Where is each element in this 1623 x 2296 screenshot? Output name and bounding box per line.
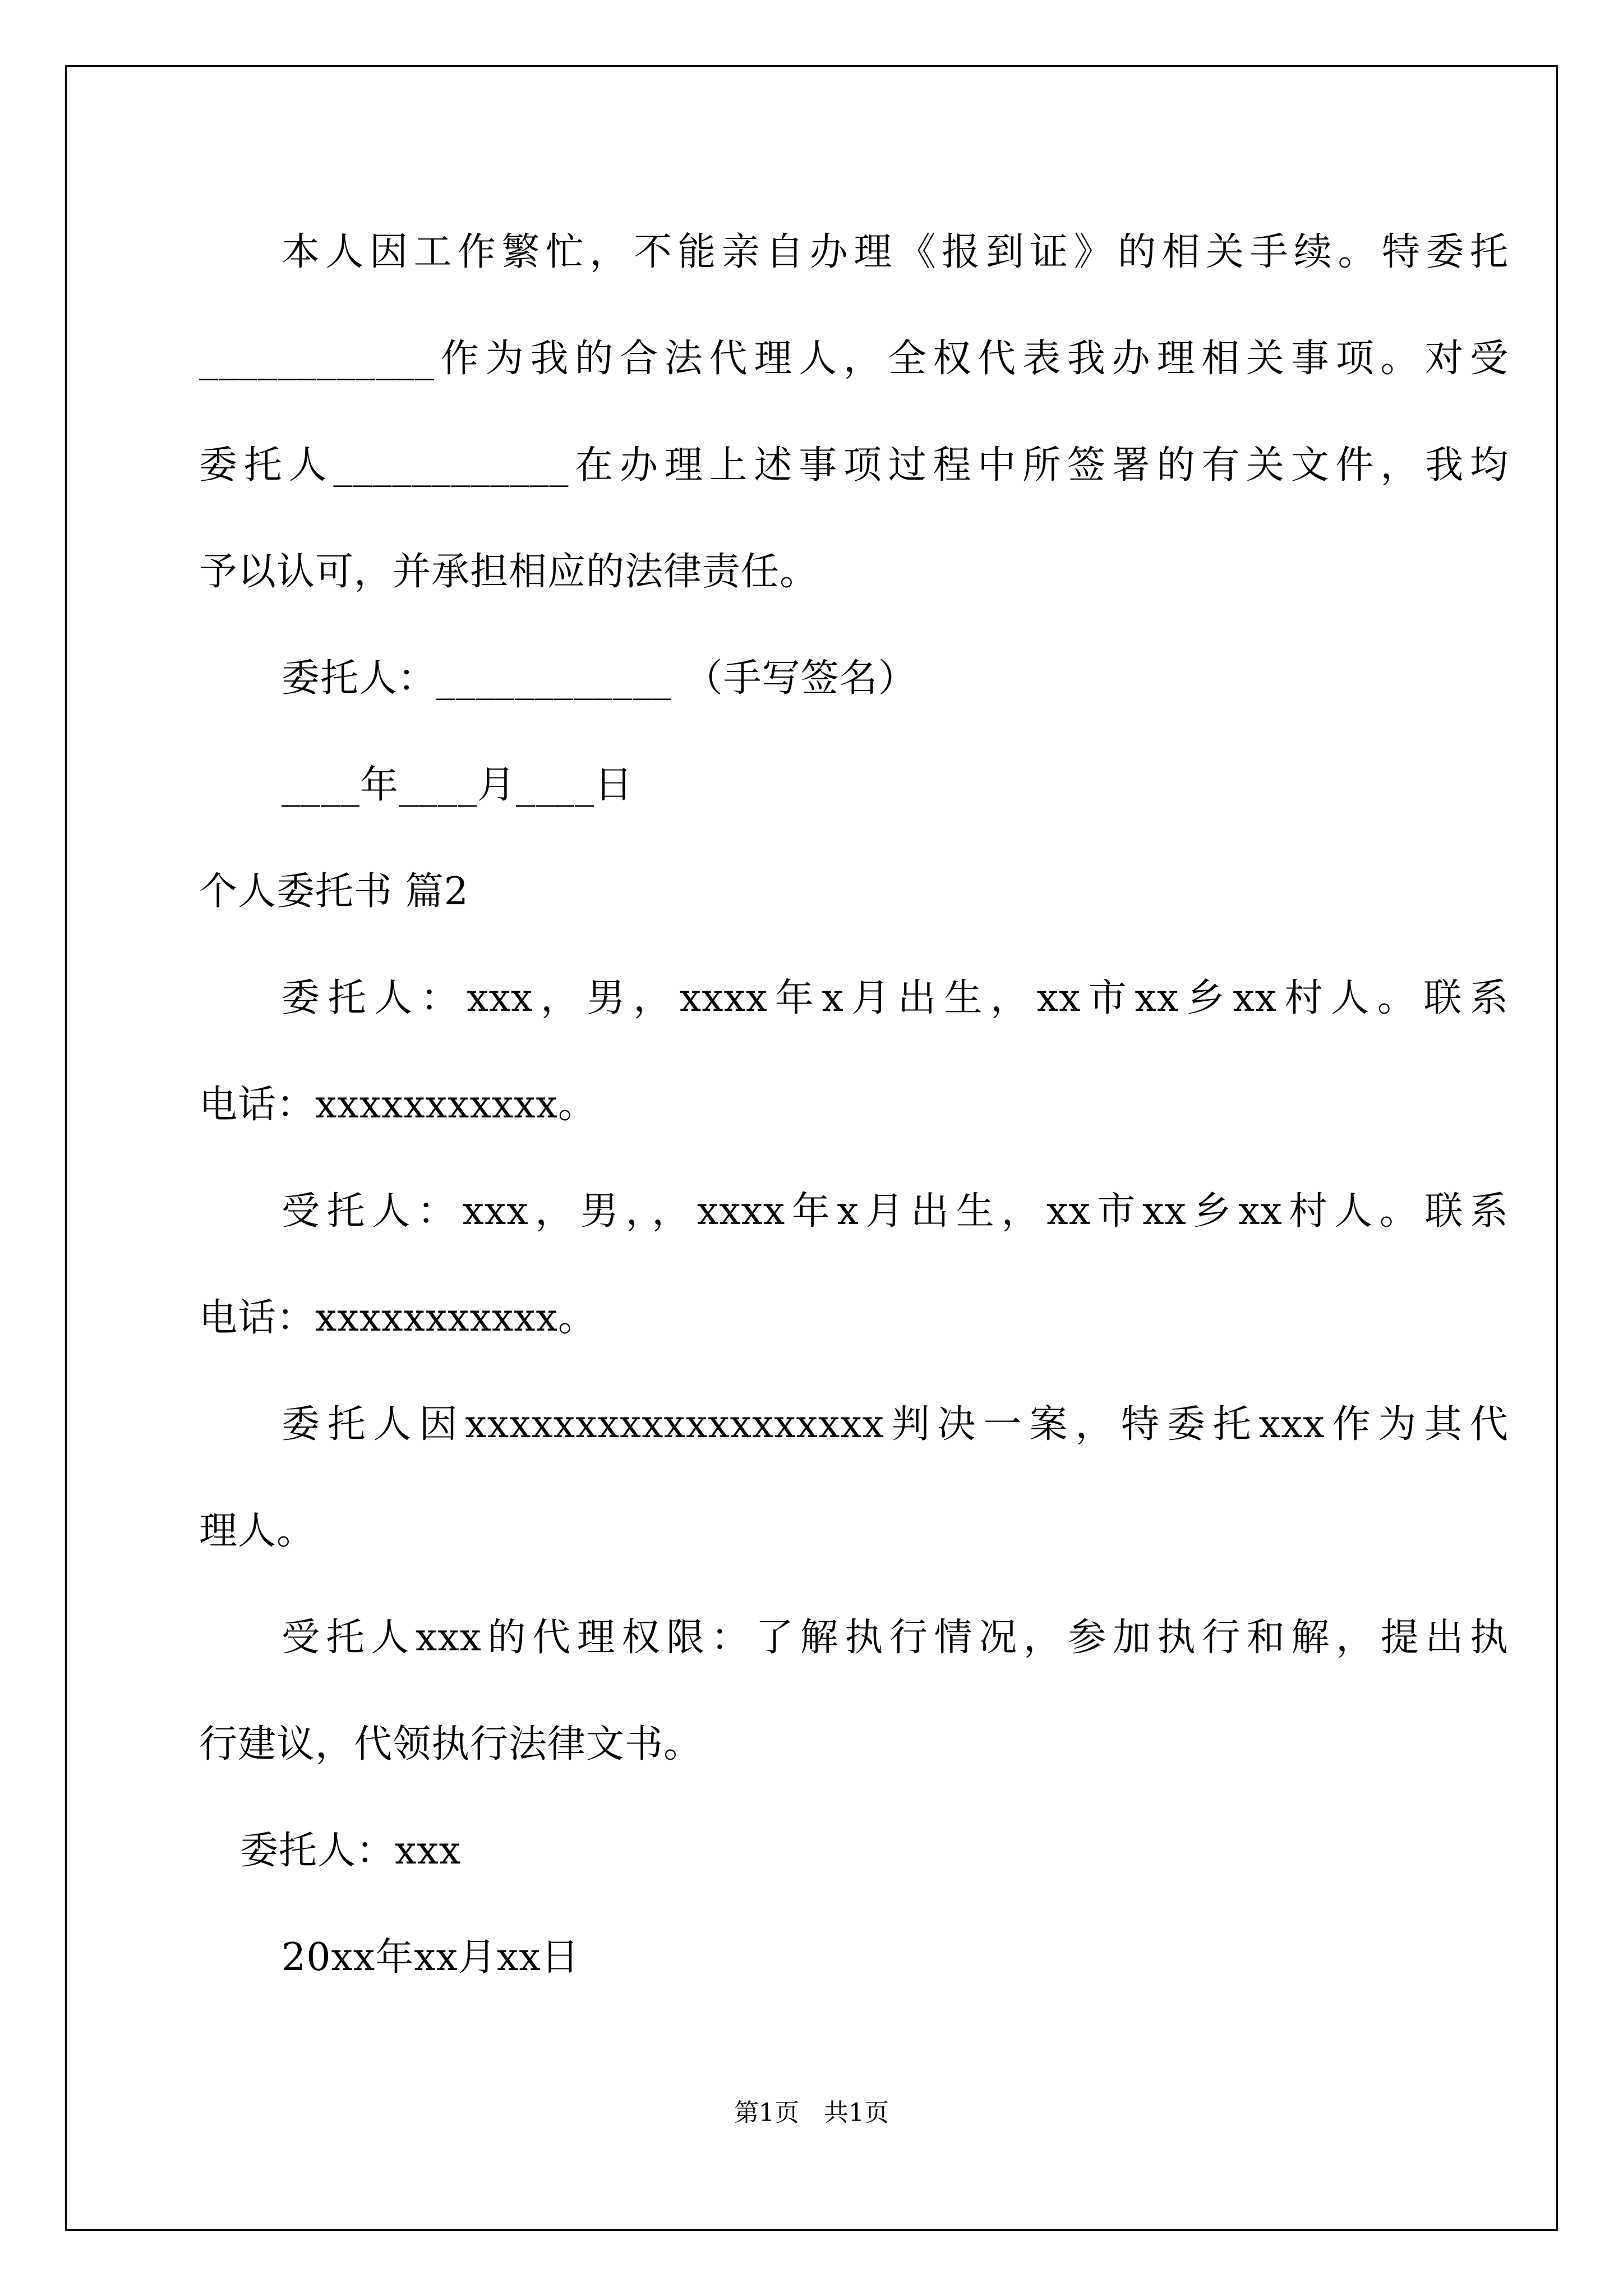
case-line-1: 委托人因xxxxxxxxxxxxxxxxxxx判决一案，特委托xxx作为其代: [282, 1402, 1509, 1447]
closing-principal: 委托人：xxx: [240, 1829, 462, 1873]
body-line-3: 委托人____________在办理上述事项过程中所签署的有关文件，我均: [199, 443, 1509, 487]
agent-line-1: 受托人：xxx，男，，xxxx年x月出生，xx市xx乡xx村人。联系: [282, 1189, 1509, 1234]
body-line-4: 予以认可，并承担相应的法律责任。: [199, 550, 819, 594]
body-line-2: ____________作为我的合法代理人，全权代表我办理相关事项。对受: [199, 337, 1509, 381]
authority-line-2: 行建议，代领执行法律文书。: [199, 1722, 703, 1766]
principal-line-1: 委托人：xxx，男，xxxx年x月出生，xx市xx乡xx村人。联系: [282, 976, 1509, 1020]
agent-line-2: 电话：xxxxxxxxxxx。: [199, 1296, 597, 1340]
page-border: [65, 65, 1558, 2231]
closing-date: 20xx年xx月xx日: [282, 1935, 580, 1980]
authority-line-1: 受托人xxx的代理权限：了解执行情况，参加执行和解，提出执: [282, 1616, 1509, 1660]
principal-line-2: 电话：xxxxxxxxxxx。: [199, 1083, 597, 1127]
body-line-1: 本人因工作繁忙，不能亲自办理《报到证》的相关手续。特委托: [282, 230, 1509, 274]
page-number: 第1页 共1页: [734, 2099, 889, 2127]
signature-line: 委托人：____________ （手写签名）: [282, 656, 917, 701]
case-line-2: 理人。: [199, 1509, 316, 1553]
date-blank-line: ____年____月____日: [282, 763, 634, 807]
section-heading: 个人委托书 篇2: [199, 869, 469, 914]
